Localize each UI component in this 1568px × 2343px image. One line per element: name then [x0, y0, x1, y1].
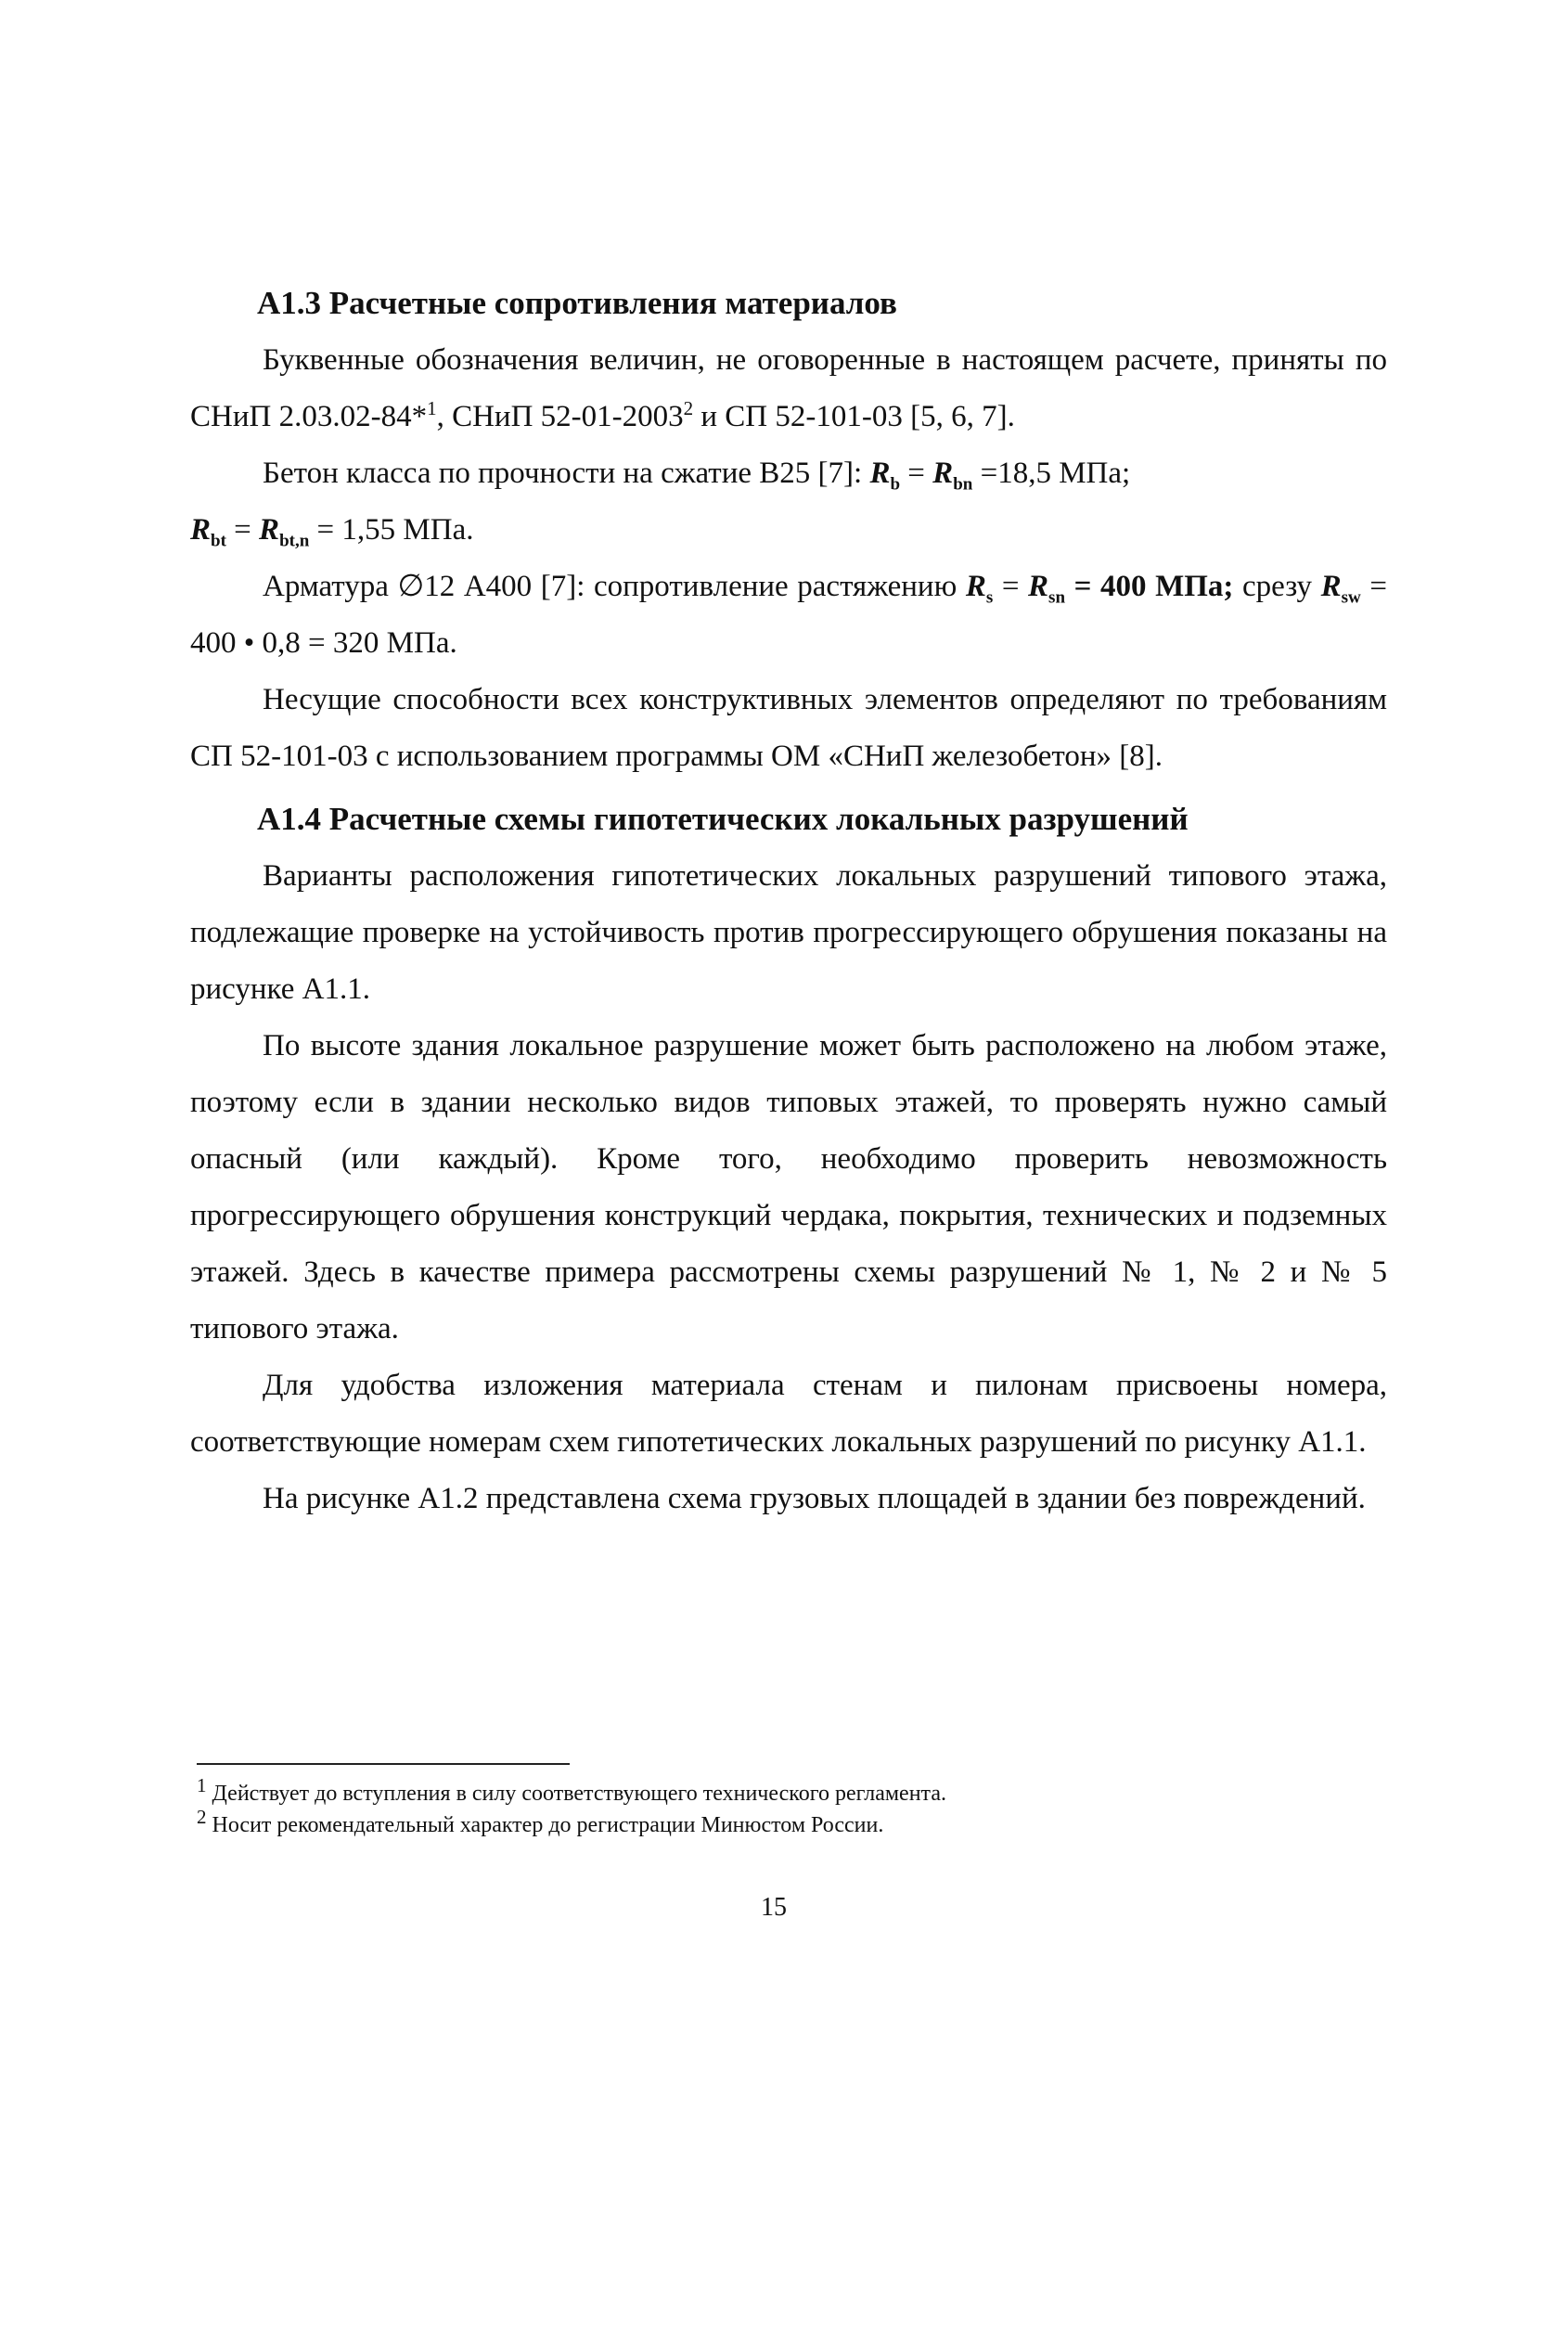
text: срезу: [1233, 570, 1321, 603]
text: , СНиП 52-01-2003: [436, 400, 684, 433]
text: = 1,55 МПа.: [309, 513, 474, 547]
text: Арматура ∅12 А400 [7]: сопротивление растяжению: [263, 570, 966, 603]
footnote-mark: 2: [197, 1806, 207, 1828]
footnote-ref-2[interactable]: 2: [683, 397, 694, 419]
section-heading-a14: А1.4 Расчетные схемы гипотетических локальных разрушений: [257, 801, 1189, 837]
paragraph-building-height: По высоте здания локальное разрушение может быть расположено на любом этаже, поэтому если в здании несколько видов типовых этажей, то проверять нужно самый опасный (или каждый). Кроме того, необходимо проверить невозможность прогрессирующего обрушения конструкций чердака, покрытия, технических и подземных этажей. Здесь в качестве примера рассмотрены схемы разрушений № 1, № 2 и № 5 типового этажа.: [190, 1029, 1387, 1345]
symbol-r: R: [1028, 570, 1049, 603]
text: Бетон класса по прочности на сжатие В25 [7]:: [263, 457, 870, 490]
symbol-r: R: [869, 457, 891, 490]
paragraph-numbering: Для удобства изложения материала стенам и пилонам присвоены номера, соответствующие номерам схем гипотетических локальных разрушений по рисунку А1.1.: [190, 1369, 1387, 1459]
subscript: sn: [1048, 587, 1066, 608]
page-number: 15: [761, 1893, 787, 1922]
text: =: [993, 570, 1029, 603]
text: = 400 • 0,8 = 320 МПа.: [190, 570, 1387, 660]
text: Буквенные обозначения величин, не оговоренные в настоящем расчете, приняты по СНиП 2.03.02-84*: [190, 343, 1387, 433]
symbol-r: R: [965, 570, 986, 603]
section-heading-a13: А1.3 Расчетные сопротивления материалов: [257, 285, 897, 321]
subscript: b: [890, 474, 901, 495]
text: и СП 52-101-03 [5, 6, 7].: [693, 400, 1015, 433]
subscript: sw: [1341, 587, 1361, 608]
footnote-ref-1[interactable]: 1: [427, 397, 437, 419]
symbol-r: R: [190, 513, 212, 547]
text: =: [900, 457, 933, 490]
footnote-divider: [197, 1763, 570, 1765]
subscript: s: [985, 587, 994, 608]
footnote-text: Носит рекомендательный характер до регистрации Минюстом России.: [212, 1813, 884, 1837]
subscript: bt,n: [279, 531, 310, 551]
subscript: bn: [953, 474, 973, 495]
footnote-1: [197, 1774, 1217, 1809]
text: =: [225, 513, 260, 547]
paragraph-load-areas: На рисунке А1.2 представлена схема грузовых площадей в здании без повреждений.: [263, 1482, 1366, 1515]
paragraph-reinforcement: [190, 559, 1387, 672]
subscript: bt: [211, 531, 226, 551]
footnote-2: [197, 1806, 1217, 1841]
section-a13: [190, 275, 1387, 1527]
paragraph-concrete: [190, 445, 1387, 559]
paragraph-variants: Варианты расположения гипотетических локальных разрушений типового этажа, подлежащие проверке на устойчивость против прогрессирующего обрушения показаны на рисунке А1.1.: [190, 859, 1387, 1006]
symbol-r: R: [932, 457, 954, 490]
text: =18,5 МПа;: [972, 457, 1131, 490]
text: = 400 МПа;: [1065, 570, 1234, 603]
footnote-mark: 1: [197, 1774, 207, 1796]
paragraph-notation: [190, 332, 1387, 445]
paragraph-bearing-capacity: Несущие способности всех конструктивных элементов определяют по требованиям СП 52-101-03 с использованием программы ОМ «СНиП железобетон» [8].: [190, 683, 1387, 773]
symbol-r: R: [1320, 570, 1342, 603]
symbol-r: R: [259, 513, 280, 547]
footnote-text: Действует до вступления в силу соответствующего технического регламента.: [212, 1782, 946, 1806]
